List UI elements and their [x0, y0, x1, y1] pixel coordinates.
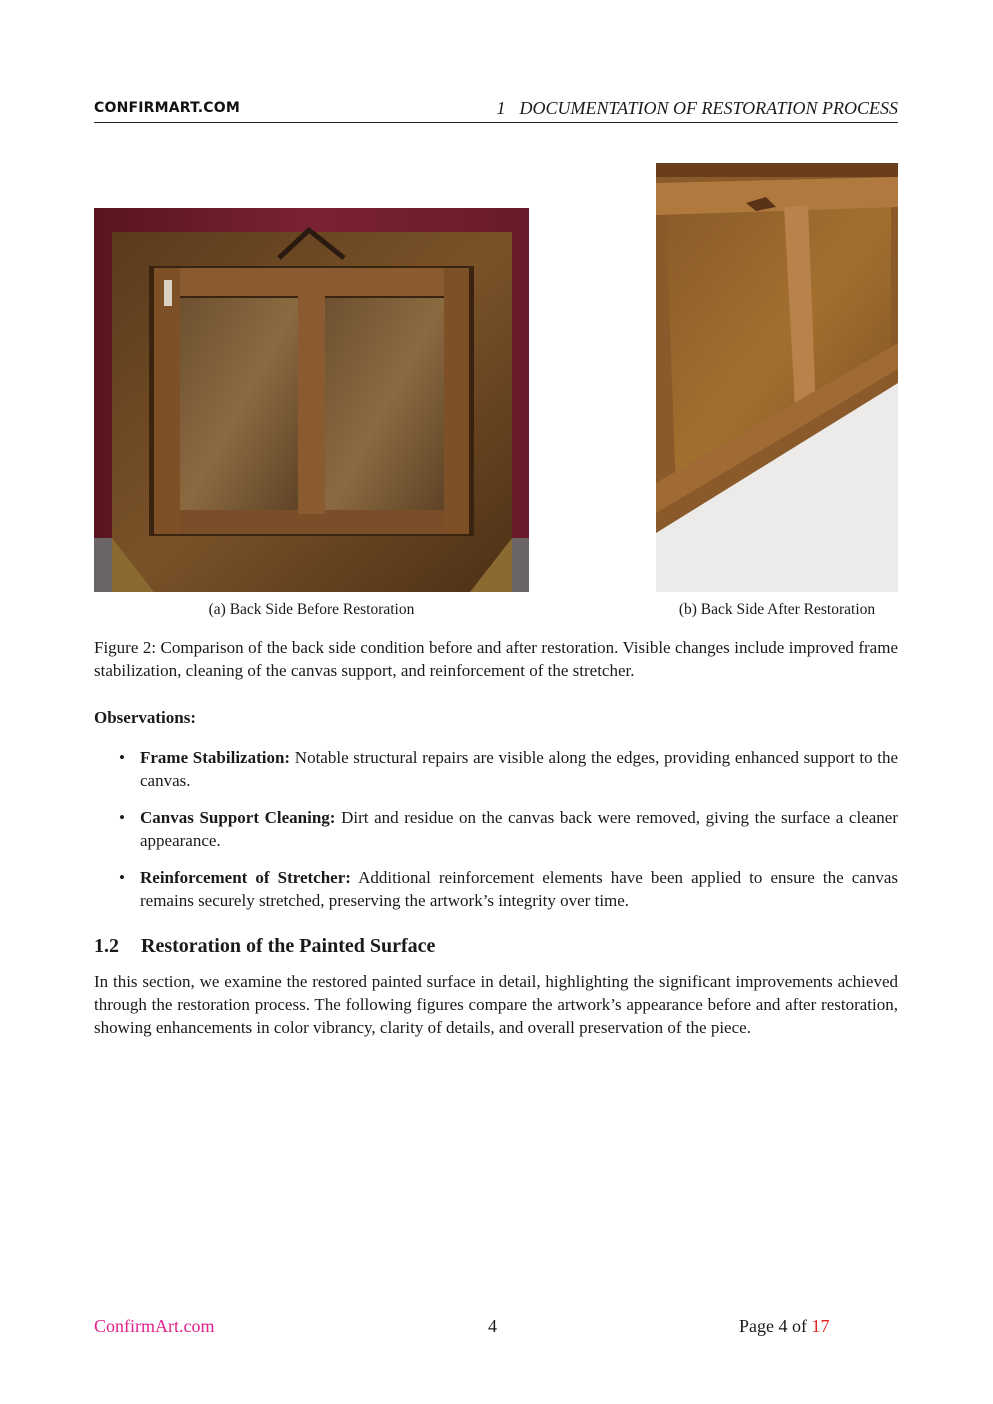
section-heading — [94, 935, 435, 958]
section-number: 1.2 — [94, 935, 119, 957]
footer-page-count — [739, 1316, 829, 1337]
photo-back-after — [656, 163, 898, 592]
running-title — [496, 98, 898, 119]
subfigure-caption-a: (a) Back Side Before Restoration — [208, 601, 415, 618]
bullet-icon: • — [119, 868, 125, 887]
logo: CONFIRMART.COM — [94, 100, 241, 116]
list-item-text: Additional reinforcement elements have been applied to ensure the canvas remains securely stretched, preserving the artwork’s integrity over time. — [140, 868, 898, 910]
footer-page-prefix: Page 4 of — [739, 1316, 807, 1336]
footer-page-number: 4 — [488, 1316, 497, 1336]
list-item — [94, 746, 898, 792]
bullet-icon: • — [119, 748, 125, 767]
list-item — [94, 866, 898, 912]
list-item-text: Dirt and residue on the canvas back were removed, giving the surface a cleaner appearance. — [140, 808, 898, 850]
list-item-term: Canvas Support Cleaning: — [140, 808, 336, 827]
observations-list — [94, 746, 898, 926]
list-item-term: Reinforcement of Stretcher: — [140, 868, 351, 887]
figure-caption: Figure 2: Comparison of the back side condition before and after restoration. Visible changes include improved frame stabilization, cleaning of the canvas support, and reinforcement of the stretcher. — [94, 638, 898, 680]
section-body: In this section, we examine the restored painted surface in detail, highlighting the significant improvements achieved through the restoration process. The following figures compare the artwork’s appearance before and after restoration, showing enhancements in color vibrancy, clarity of details, and overall preservation of the piece. — [94, 972, 898, 1037]
page-header — [94, 98, 898, 123]
list-item-term: Frame Stabilization: — [140, 748, 291, 767]
bullet-icon: • — [119, 808, 125, 827]
list-item — [94, 806, 898, 852]
photo-back-before — [94, 208, 529, 592]
footer-site-link[interactable]: ConfirmArt.com — [94, 1316, 215, 1336]
section-title: Restoration of the Painted Surface — [141, 935, 436, 957]
observations-title: Observations: — [94, 708, 196, 727]
running-section-title: DOCUMENTATION OF RESTORATION PROCESS — [519, 98, 898, 118]
running-section-number: 1 — [496, 98, 506, 118]
list-item-text: Notable structural repairs are visible along the edges, providing enhanced support to the canvas. — [140, 748, 899, 790]
footer-page-total[interactable]: 17 — [811, 1316, 830, 1336]
subfigure-caption-b: (b) Back Side After Restoration — [678, 601, 876, 618]
